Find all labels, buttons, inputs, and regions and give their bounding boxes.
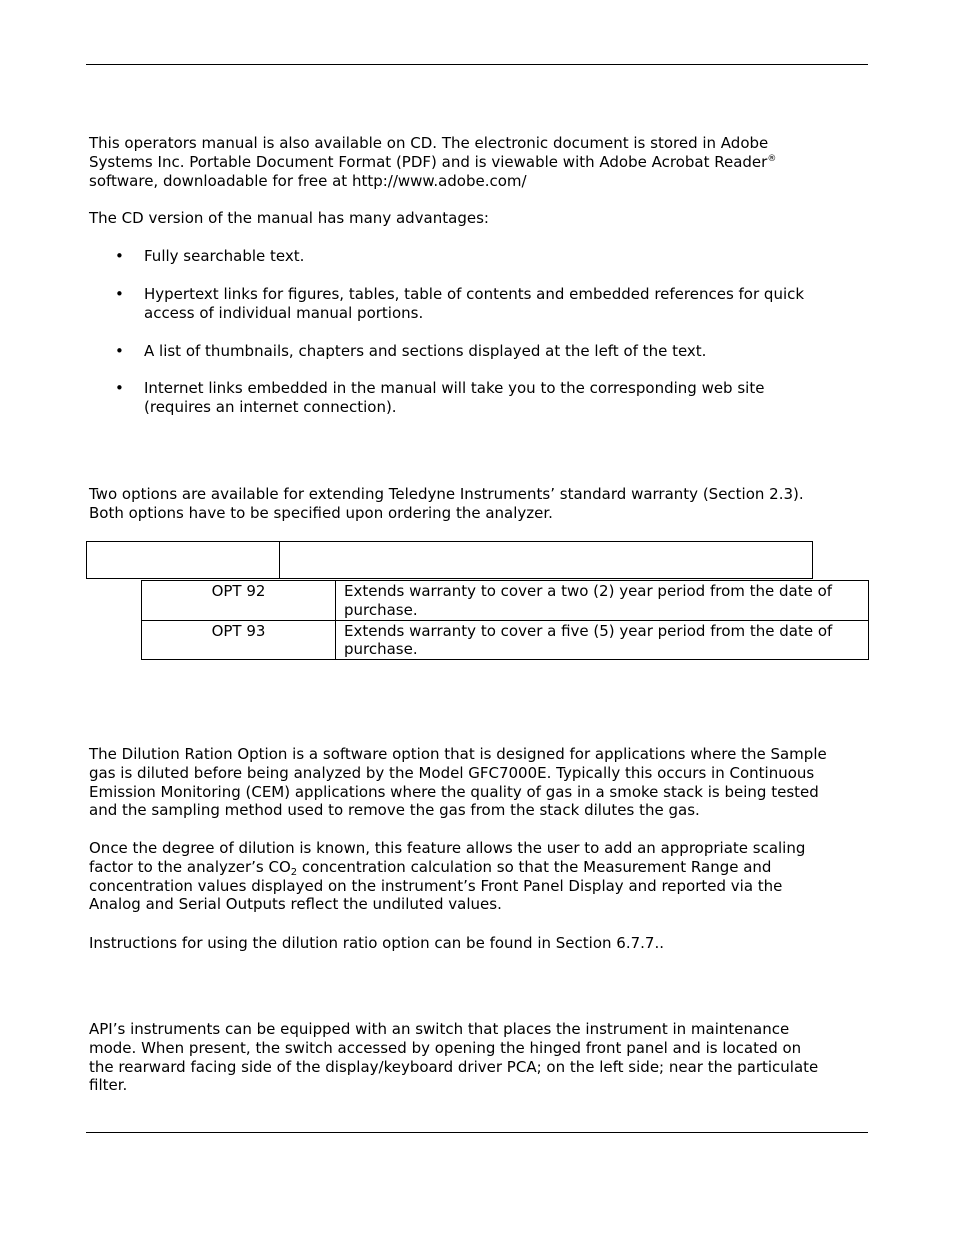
header-rule: [86, 64, 868, 65]
dilution-paragraph-2: [89, 839, 869, 914]
registered-mark: ®: [767, 153, 777, 164]
description-line: purchase.: [344, 640, 418, 659]
bullet-line: Hypertext links for figures, tables, table of contents and embedded references for quick: [144, 285, 805, 303]
bullet-line: (requires an internet connection).: [144, 397, 397, 416]
dilution-line: The Dilution Ration Option is a software option that is designed for applications where the Sample: [89, 745, 827, 763]
bullet-marker: •: [115, 247, 124, 265]
maintenance-paragraph: [89, 1020, 869, 1095]
cd-intro-line-text: Systems Inc. Portable Document Format (PDF) and is viewable with Adobe Acrobat Reader: [89, 152, 768, 171]
warranty-intro-paragraph: [89, 485, 869, 523]
maintenance-line: the rearward facing side of the display/keyboard driver PCA; on the left side; near the particulate: [89, 1057, 819, 1076]
co2-subscript: 2: [290, 866, 298, 878]
dilution-line: concentration values displayed on the instrument’s Front Panel Display and reported via the: [89, 876, 783, 895]
description-line: Extends warranty to cover a five (5) year period from the date of: [344, 621, 833, 640]
maintenance-line: mode. When present, the switch accessed by opening the hinged front panel and is located on: [89, 1038, 802, 1057]
warranty-intro-line: Two options are available for extending Teledyne Instruments’ standard warranty (Section 2.3).: [89, 485, 804, 503]
dilution-line: Emission Monitoring (CEM) applications where the quality of gas in a smoke stack is being tested: [89, 782, 819, 801]
warranty-intro-line: Both options have to be specified upon ordering the analyzer.: [89, 503, 553, 522]
description-line: purchase.: [344, 600, 418, 619]
bullet-marker: •: [115, 379, 124, 397]
footer-rule: [86, 1132, 868, 1133]
dilution-line: and the sampling method used to remove the gas from the stack dilutes the gas.: [89, 801, 700, 820]
warranty-table-header-cell: [86, 541, 280, 579]
bullet-item: [144, 247, 864, 266]
warranty-options-table: [141, 580, 869, 660]
bullet-marker: •: [115, 342, 124, 360]
description-line: Extends warranty to cover a two (2) year period from the date of: [344, 582, 833, 600]
option-code: OPT 92: [142, 581, 336, 621]
bullet-marker: •: [115, 285, 124, 303]
co2-prefix: factor to the analyzer’s CO: [89, 857, 291, 876]
dilution-line: gas is diluted before being analyzed by the Model GFC7000E. Typically this occurs in Continuous: [89, 763, 815, 782]
bullet-item: [144, 342, 864, 361]
cd-intro-line: software, downloadable for free at http://www.adobe.com/: [89, 171, 527, 190]
maintenance-line: filter.: [89, 1076, 128, 1095]
cd-intro-paragraph: [89, 134, 869, 190]
bullet-line: Fully searchable text.: [144, 247, 305, 265]
table-row: [142, 581, 869, 621]
cd-intro-line: [89, 153, 869, 172]
bullet-line: Internet links embedded in the manual will take you to the corresponding web site: [144, 379, 765, 397]
bullet-item: [144, 379, 864, 417]
advantages-intro: The CD version of the manual has many advantages:: [89, 209, 489, 227]
dilution-paragraph-3: Instructions for using the dilution ratio option can be found in Section 6.7.7..: [89, 934, 664, 952]
dilution-line: Analog and Serial Outputs reflect the undiluted values.: [89, 895, 502, 914]
option-description: [336, 620, 869, 660]
maintenance-line: API’s instruments can be equipped with an switch that places the instrument in maintenance: [89, 1020, 790, 1038]
cd-intro-line: This operators manual is also available on CD. The electronic document is stored in Adobe: [89, 134, 769, 152]
dilution-line: [89, 858, 869, 877]
option-code: OPT 93: [142, 620, 336, 660]
dilution-paragraph-1: [89, 745, 869, 820]
option-description: [336, 581, 869, 621]
dilution-line: Once the degree of dilution is known, this feature allows the user to add an appropriate scaling: [89, 839, 806, 857]
bullet-line: A list of thumbnails, chapters and sections displayed at the left of the text.: [144, 342, 707, 360]
bullet-item: [144, 285, 864, 323]
warranty-table-header-cell: [279, 541, 813, 579]
table-row: [142, 620, 869, 660]
bullet-line: access of individual manual portions.: [144, 303, 424, 322]
co2-suffix: concentration calculation so that the Measurement Range and: [297, 857, 772, 876]
